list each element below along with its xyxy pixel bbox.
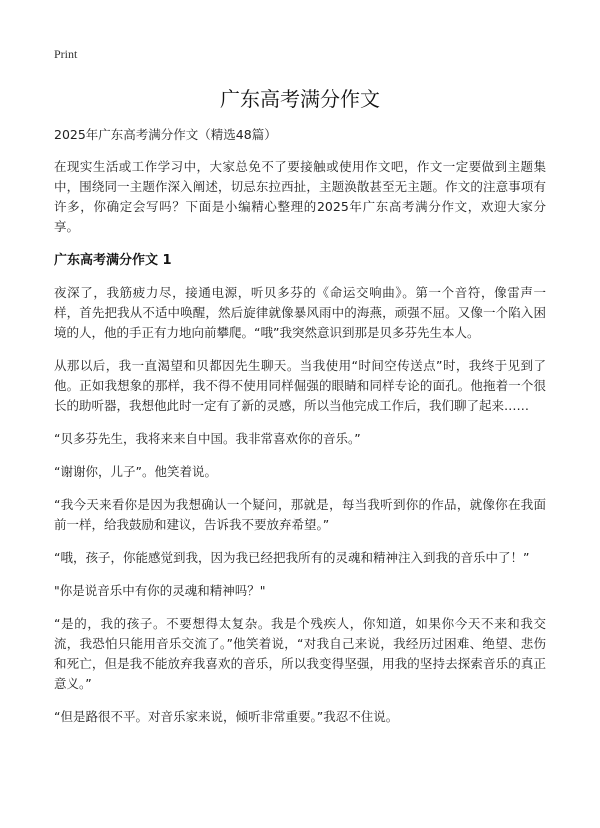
paragraph-4: “谢谢你，儿子”。他笑着说。 (54, 464, 217, 479)
paragraph-3: “贝多芬先生，我将来来自中国。我非常喜欢你的音乐。” (54, 431, 361, 446)
paragraph-1: 夜深了，我筋疲力尽，接通电源，听贝多芬的《命运交响曲》。第一个音符，像雷声一样，首先把我从不适中唤醒，然后旋律就像暴风雨中的海燕，顽强不屈。又像一个陷入困境的人，他的手正有力地向前攀爬。“哦”我突然意识到那是贝多芬先生本人。 (54, 285, 546, 340)
article-subtitle: 2025年广东高考满分作文（精选48篇） (54, 127, 277, 142)
paragraph-9: “但是路很不平。对音乐家来说，倾听非常重要。”我忍不住说。 (54, 709, 399, 724)
intro-paragraph: 在现实生活或工作学习中，大家总免不了要接触或使用作文吧，作文一定要做到主题集中，围绕同一主题作深入阐述，切忌东拉西扯，主题涣散甚至无主题。作文的注意事项有许多，你确定会写吗？下面是小编精心整理的2025年广东高考满分作文，欢迎大家分享。 (54, 159, 546, 234)
page-title: 广东高考满分作文 (220, 87, 380, 111)
print-link[interactable]: Print (54, 47, 78, 61)
paragraph-8: “是的，我的孩子。不要想得太复杂。我是个残疾人，你知道，如果你今天不来和我交流，我恐怕只能用音乐交流了。”他笑着说，“对我自己来说，我经历过困难、绝望、悲伤和死亡，但是我不能放弃我喜欢的音乐，所以我变得坚强，用我的坚持去探索音乐的真正意义。” (54, 616, 546, 691)
paragraph-2: 从那以后，我一直渴望和贝都因先生聊天。当我使用“时间空传送点”时，我终于见到了他。正如我想象的那样，我不得不使用同样倔强的眼睛和同样专论的面孔。他拖着一个很长的助听器，我想他此时一定有了新的灵感，所以当他完成工作后，我们聊了起来…… (54, 358, 546, 413)
paragraph-7: "你是说音乐中有你的灵魂和精神吗？" (54, 583, 266, 598)
section-heading: 广东高考满分作文 1 (54, 253, 172, 268)
paragraph-5: “我今天来看你是因为我想确认一个疑问，那就是，每当我听到你的作品，就像你在我面前一样，给我鼓励和建议，告诉我不要放弃希望。” (54, 497, 546, 532)
paragraph-6: “哦，孩子，你能感觉到我，因为我已经把我所有的灵魂和精神注入到我的音乐中了！” (54, 550, 530, 565)
